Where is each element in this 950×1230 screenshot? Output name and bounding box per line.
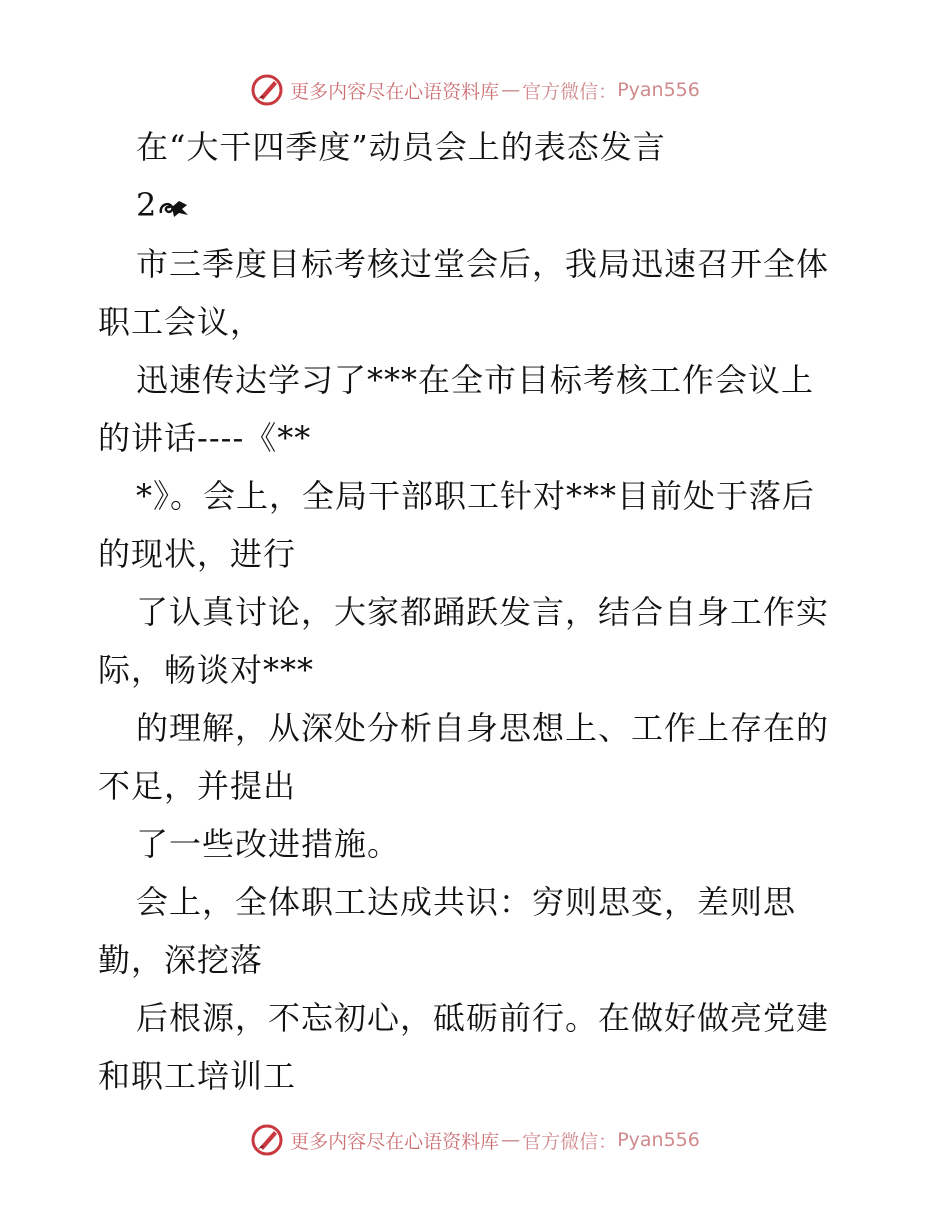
- banner-wechat-label: 官方微信：: [522, 80, 618, 103]
- document-number: 2: [136, 186, 158, 224]
- document-title: 在“大干四季度”动员会上的表态发言: [136, 128, 666, 166]
- banner-main-text: 更多内容尽在心语资料库: [290, 1130, 500, 1153]
- logo-icon: [250, 1123, 284, 1157]
- banner-main-text: 更多内容尽在心语资料库: [290, 80, 500, 103]
- banner-separator: —: [501, 1129, 521, 1151]
- paragraph-line: 的理解，从深处分析自身思想上、工作上存在的: [136, 709, 830, 747]
- paragraph-line: 迅速传达学习了***在全市目标考核工作会议上: [136, 361, 815, 399]
- paragraph-line: 市三季度目标考核过堂会后，我局迅速召开全体: [136, 245, 830, 283]
- paragraph-line: 职工会议，: [98, 303, 264, 341]
- logo-icon: [250, 73, 284, 107]
- paragraph-line: 的讲话----《**: [98, 419, 312, 457]
- paragraph-line: 不足，并提出: [98, 767, 297, 805]
- footer-banner: [0, 1120, 950, 1160]
- document-number-line: [136, 185, 191, 225]
- paragraph-line: 会上，全体职工达成共识：穷则思变，差则思: [136, 883, 797, 921]
- paragraph-line: 了认真讨论，大家都踊跃发言，结合自身工作实: [136, 593, 830, 631]
- paragraph-line: 勤，深挖落: [98, 941, 264, 979]
- paragraph-line: *》。会上，全局干部职工针对***目前处于落后: [136, 477, 816, 515]
- paragraph-line: 和职工培训工: [98, 1057, 297, 1095]
- banner-separator: —: [501, 79, 521, 101]
- paragraph-line: 后根源，不忘初心，砥砺前行。在做好做亮党建: [136, 999, 830, 1037]
- swirl-mark-icon: [157, 195, 191, 221]
- paragraph-line: 了一些改进措施。: [136, 825, 401, 863]
- paragraph-line: 的现状，进行: [98, 535, 297, 573]
- paragraph-line: 际，畅谈对***: [98, 651, 315, 689]
- banner-wechat-id: Pyan556: [617, 79, 700, 101]
- banner-wechat-label: 官方微信：: [522, 1130, 618, 1153]
- banner-wechat-id: Pyan556: [617, 1129, 700, 1151]
- header-banner: [0, 70, 950, 110]
